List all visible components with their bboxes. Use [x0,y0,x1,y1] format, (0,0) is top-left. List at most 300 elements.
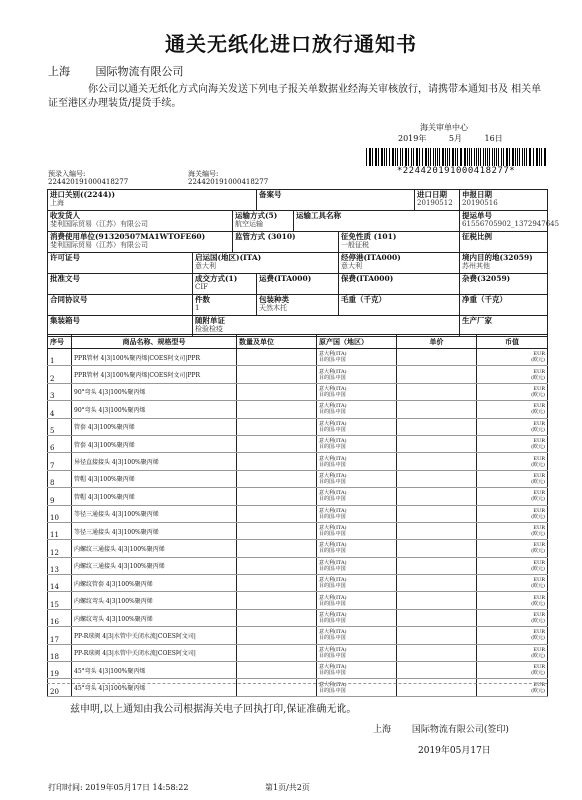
row-currency [477,488,548,505]
barcode-bar [501,148,502,166]
barcode-bar [413,148,414,166]
field-insurance: 保费(ITA000) [339,274,460,295]
row-origin-country: 意大利(ITA) [319,403,347,410]
row-currency-code: EUR [533,385,545,392]
row-qty [237,592,317,609]
declaration-form [47,189,560,337]
row-origin-country: 意大利(ITA) [319,385,347,392]
field-license-no: 许可证号 [48,253,193,274]
row-dest-country: 目的国:中国 [319,652,346,659]
row-price [397,418,477,435]
row-currency [477,435,548,452]
row-origin [317,557,397,574]
barcode-bar [395,148,396,166]
row-no: 12 [48,540,72,557]
row-qty [237,401,317,418]
field-via-port: 经停港(ITA000) 意大利 [339,253,460,274]
row-currency-code: EUR [533,594,545,601]
field-levy-ratio: 征税比例 [460,232,548,253]
row-origin-country: 意大利(ITA) [319,507,347,514]
recipient [48,63,184,79]
field-import-date: 进口日期 20190512 [415,190,460,211]
row-currency [477,627,548,644]
barcode-bar [419,148,420,166]
row-currency-name: (欧元) [531,687,545,694]
barcode-bar [478,148,479,166]
goods-row [48,401,548,418]
row-dest-country: 目的国:中国 [319,687,346,694]
row-dest-country: 目的国:中国 [319,531,346,538]
row-goods-name: 管帽 4|3|100%聚丙烯 [72,488,237,505]
row-origin [317,349,397,366]
barcode-bar [492,148,493,166]
field-declare-date: 申报日期 20190516 [460,190,548,211]
issuer: 海关审单中心 [420,123,468,132]
row-currency-code: EUR [533,577,545,584]
row-goods-name: 45°弯头 4|3|100%聚丙烯 [72,679,237,696]
barcode-bar [476,148,477,166]
goods-row [48,627,548,644]
row-currency-code: EUR [533,681,545,688]
row-currency-code: EUR [533,507,545,514]
goods-row [48,679,548,696]
row-qty [237,662,317,679]
row-currency-code: EUR [533,525,545,532]
field-supervision: 监管方式 (3010) [233,232,339,253]
field-origin-country: 启运国(地区)(ITA) 意大利 [193,253,339,274]
row-origin [317,679,397,696]
row-no: 8 [48,470,72,487]
row-qty [237,418,317,435]
row-currency-code: EUR [533,438,545,445]
row-price [397,505,477,522]
row-no: 18 [48,644,72,661]
row-currency-code: EUR [533,559,545,566]
row-currency-name: (欧元) [531,670,545,677]
row-origin-country: 意大利(ITA) [319,455,347,462]
row-dest-country: 目的国:中国 [319,565,346,572]
issue-day: 16日 [484,134,503,143]
row-dest-country: 目的国:中国 [319,391,346,398]
field-deal-mode: 成交方式(1) CIF [193,274,257,295]
row-currency-code: EUR [533,629,545,636]
row-origin [317,488,397,505]
barcode-bar [384,148,385,166]
row-currency [477,418,548,435]
row-goods-name: 异径直接接头 4|3|100%聚丙烯 [72,453,237,470]
row-currency-name: (欧元) [531,496,545,503]
row-currency [477,401,548,418]
barcode-bar [483,148,484,166]
row-dest-country: 目的国:中国 [319,583,346,590]
row-price [397,522,477,539]
barcode-bar [480,148,481,166]
row-price [397,662,477,679]
row-dest-country: 目的国:中国 [319,600,346,607]
signature [373,722,509,735]
goods-row [48,644,548,661]
row-dest-country: 目的国:中国 [319,357,346,364]
row-currency-name: (欧元) [531,618,545,625]
goods-table [47,334,548,697]
issue-month: 5月 [448,134,462,143]
header-no: 序号 [48,335,72,349]
field-approval-no: 批准文号 [48,274,193,295]
barcode-bar [509,148,510,166]
row-currency [477,453,548,470]
row-origin-country: 意大利(ITA) [319,351,347,358]
row-currency [477,470,548,487]
row-qty [237,435,317,452]
barcode-bar [392,148,394,166]
row-price [397,592,477,609]
row-price [397,401,477,418]
row-goods-name: 45°弯头 4|3|100%聚丙烯 [72,662,237,679]
row-currency-code: EUR [533,403,545,410]
barcode-bar [498,148,499,166]
row-qty [237,627,317,644]
row-dest-country: 目的国:中国 [319,635,346,642]
barcode-bar [524,148,525,166]
row-no: 16 [48,609,72,626]
row-currency [477,505,548,522]
barcode-bar [471,148,472,166]
goods-row [48,453,548,470]
row-currency-name: (欧元) [531,635,545,642]
row-qty [237,505,317,522]
row-currency-code: EUR [533,472,545,479]
declaration-note: 兹申明,以上通知由我公司根据海关电子回执打印,保证准确无讹。 [70,704,357,715]
barcode-bar [389,148,390,166]
separator-line [47,683,547,684]
barcode-bar [375,148,377,166]
goods-row [48,435,548,452]
barcode-bar [381,148,383,166]
row-currency-name: (欧元) [531,531,545,538]
row-currency-code: EUR [533,490,545,497]
row-no: 17 [48,627,72,644]
row-no: 1 [48,349,72,366]
row-price [397,366,477,383]
row-origin-country: 意大利(ITA) [319,612,347,619]
row-currency-name: (欧元) [531,357,545,364]
row-origin-country: 意大利(ITA) [319,646,347,653]
row-goods-name: 内螺纹弯头 4|3|100%聚丙烯 [72,609,237,626]
row-currency-name: (欧元) [531,652,545,659]
row-dest-country: 目的国:中国 [319,548,346,555]
field-contract-no: 合同协议号 [48,295,193,316]
field-import-port: 进口关别((2244)) 上海 [48,190,257,211]
row-origin-country: 意大利(ITA) [319,577,347,584]
barcode-bar [533,148,534,166]
row-origin [317,366,397,383]
row-price [397,575,477,592]
goods-row [48,522,548,539]
row-price [397,679,477,696]
row-currency-name: (欧元) [531,583,545,590]
row-no: 15 [48,592,72,609]
row-goods-name: 管套 4|3|100%聚丙烯 [72,418,237,435]
row-no: 10 [48,505,72,522]
row-dest-country: 目的国:中国 [319,409,346,416]
row-currency [477,366,548,383]
barcode-bar [411,148,412,166]
barcode-bar [529,148,531,166]
row-price [397,557,477,574]
row-currency-code: EUR [533,664,545,671]
field-transport-mode: 运输方式(5) 航空运输 [233,211,294,232]
row-origin-country: 意大利(ITA) [319,525,347,532]
barcode-bar [422,148,423,166]
row-qty [237,349,317,366]
row-currency [477,540,548,557]
row-qty [237,522,317,539]
goods-header-row [48,335,548,349]
row-goods-name: PPR管材 4|3|100%聚丙烯|COES阿文司|PPR [72,366,237,383]
header-qty: 数量及单位 [237,335,317,349]
barcode-bar [397,148,398,166]
row-origin-country: 意大利(ITA) [319,542,347,549]
barcode-bar [439,148,440,166]
row-goods-name: 管帽 4|3|100%聚丙烯 [72,470,237,487]
row-currency-code: EUR [533,455,545,462]
row-currency [477,349,548,366]
barcode-bar [541,148,542,166]
barcode-bar [430,148,431,166]
row-currency [477,592,548,609]
row-currency-name: (欧元) [531,548,545,555]
notice-body: 你公司以通关无纸化方式向海关发送下列电子报关单数据业经海关审核放行，请携带本通知书及 相关单证至港区办理装货/提货手续。 [48,84,542,109]
barcode [365,148,547,166]
row-origin [317,401,397,418]
page-info: 第1页/共2页 [265,783,310,792]
row-origin [317,575,397,592]
row-qty [237,488,317,505]
row-currency [477,522,548,539]
row-dest-country: 目的国:中国 [319,670,346,677]
row-origin [317,435,397,452]
issue-date [398,133,523,144]
row-no: 19 [48,662,72,679]
goods-row [48,366,548,383]
barcode-bar [433,148,434,166]
row-goods-name: PPR管材 4|3|100%聚丙烯|COES阿文司|PPR [72,349,237,366]
recipient-company: 国际物流有限公司 [95,65,184,78]
goods-row [48,662,548,679]
row-currency-name: (欧元) [531,426,545,433]
field-record-no: 备案号 [257,190,415,211]
row-currency-code: EUR [533,646,545,653]
row-origin [317,505,397,522]
barcode-bar [386,148,387,166]
pre-entry-label: 预录入编号: [48,170,86,178]
row-currency [477,557,548,574]
header-price: 单价 [397,335,477,349]
row-origin [317,592,397,609]
header-currency: 币值 [477,335,548,349]
barcode-bar [515,148,516,166]
sign-city: 上海 [373,725,392,735]
field-attached-docs: 随附单证 检验检疫 [193,316,460,337]
row-origin [317,383,397,400]
row-origin-country: 意大利(ITA) [319,559,347,566]
row-dest-country: 目的国:中国 [319,444,346,451]
row-qty [237,366,317,383]
barcode-bar [445,148,446,166]
row-dest-country: 目的国:中国 [319,426,346,433]
barcode-bar [455,148,456,166]
barcode-bar [452,148,454,166]
barcode-bar [416,148,418,166]
row-origin [317,453,397,470]
row-currency-name: (欧元) [531,391,545,398]
row-dest-country: 目的国:中国 [319,496,346,503]
goods-row [48,609,548,626]
customs-number-label: 海关编号: [188,170,219,178]
row-price [397,349,477,366]
barcode-bar [544,148,546,166]
row-dest-country: 目的国:中国 [319,618,346,625]
field-gross-weight: 毛重（千克） [339,295,460,316]
field-misc-fee: 杂费(32059) [460,274,548,295]
row-currency [477,679,548,696]
row-no: 9 [48,488,72,505]
row-qty [237,383,317,400]
row-no: 20 [48,679,72,696]
row-currency-name: (欧元) [531,513,545,520]
row-goods-name: PP-R球阀 4|3|水管中关闭水流|COES阿文司| [72,644,237,661]
row-currency-code: EUR [533,420,545,427]
row-no: 4 [48,401,72,418]
row-currency [477,609,548,626]
row-origin-country: 意大利(ITA) [319,438,347,445]
row-goods-name: 内螺纹三通接头 4|3|100%聚丙烯 [72,557,237,574]
row-origin [317,662,397,679]
barcode-bar [457,148,458,166]
row-goods-name: PP-R球阀 4|3|水管中关闭水流|COES阿文司| [72,627,237,644]
row-price [397,488,477,505]
goods-row [48,540,548,557]
row-dest-country: 目的国:中国 [319,374,346,381]
barcode-bar [425,148,427,166]
row-price [397,470,477,487]
barcode-text: *224420191000418277* [396,166,516,176]
barcode-bar [512,148,514,166]
barcode-bar [506,148,508,166]
barcode-bar [437,148,438,166]
goods-row [48,505,548,522]
row-origin-country: 意大利(ITA) [319,368,347,375]
barcode-bar [503,148,504,166]
row-no: 7 [48,453,72,470]
barcode-bar [496,148,497,166]
barcode-bar [469,148,470,166]
barcode-bar [405,148,407,166]
row-price [397,383,477,400]
barcode-bar [536,148,538,166]
barcode-bar [474,148,475,166]
row-origin [317,627,397,644]
row-origin-country: 意大利(ITA) [319,594,347,601]
row-price [397,609,477,626]
customs-number [188,170,268,186]
barcode-bar [522,148,523,166]
goods-row [48,470,548,487]
row-price [397,435,477,452]
row-currency-name: (欧元) [531,461,545,468]
row-qty [237,557,317,574]
row-origin-country: 意大利(ITA) [319,681,347,688]
recipient-city: 上海 [48,65,70,78]
row-currency-name: (欧元) [531,565,545,572]
barcode-bar [442,148,444,166]
row-currency-name: (欧元) [531,409,545,416]
goods-row [48,349,548,366]
barcode-bar [487,148,488,166]
row-origin-country: 意大利(ITA) [319,629,347,636]
barcode-bar [494,148,495,166]
row-price [397,627,477,644]
row-currency [477,575,548,592]
field-levy-nature: 征免性质 (101) 一般征税 [339,232,460,253]
row-currency-code: EUR [533,351,545,358]
sign-date: 2019年05月17日 [418,746,491,756]
row-origin [317,470,397,487]
row-currency [477,383,548,400]
barcode-bar [467,148,468,166]
barcode-bar [485,148,486,166]
row-dest-country: 目的国:中国 [319,461,346,468]
barcode-bar [526,148,527,166]
row-no: 11 [48,522,72,539]
barcode-bar [517,148,518,166]
issue-year: 2019年 [398,134,427,143]
row-origin-country: 意大利(ITA) [319,420,347,427]
pre-entry-value: 224420191000418277 [48,178,129,186]
barcode-bar [519,148,520,166]
row-no: 6 [48,435,72,452]
row-origin [317,418,397,435]
barcode-bar [366,148,367,166]
barcode-bar [464,148,466,166]
row-dest-country: 目的国:中国 [319,478,346,485]
row-goods-name: 90°弯头 4|3|100%聚丙烯 [72,401,237,418]
field-vehicle-name: 运输工具名称 [294,211,460,232]
field-bill-no: 提运单号 61556705902_1372947645 [460,211,548,232]
row-no: 2 [48,366,72,383]
barcode-bar [372,148,373,166]
sign-company: 国际物流有限公司(签印) [411,725,509,735]
row-currency-name: (欧元) [531,600,545,607]
row-qty [237,575,317,592]
field-container-no: 集装箱号 [48,316,193,337]
pre-entry-number [48,170,128,186]
row-price [397,453,477,470]
barcode-bar [402,148,403,166]
barcode-bar [460,148,462,166]
goods-row [48,418,548,435]
row-currency-name: (欧元) [531,478,545,485]
row-price [397,540,477,557]
row-no: 5 [48,418,72,435]
customs-number-value: 224420191000418277 [188,178,269,186]
row-origin [317,644,397,661]
barcode-bar [539,148,540,166]
row-goods-name: 等径三通接头 4|3|100%聚丙烯 [72,522,237,539]
field-consumer: 消费使用单位(91320507MA1WTOFE60) 斐利国际贸易（江苏）有限公司 [48,232,233,253]
goods-row [48,383,548,400]
field-manufacturer: 生产厂家 [460,316,548,337]
